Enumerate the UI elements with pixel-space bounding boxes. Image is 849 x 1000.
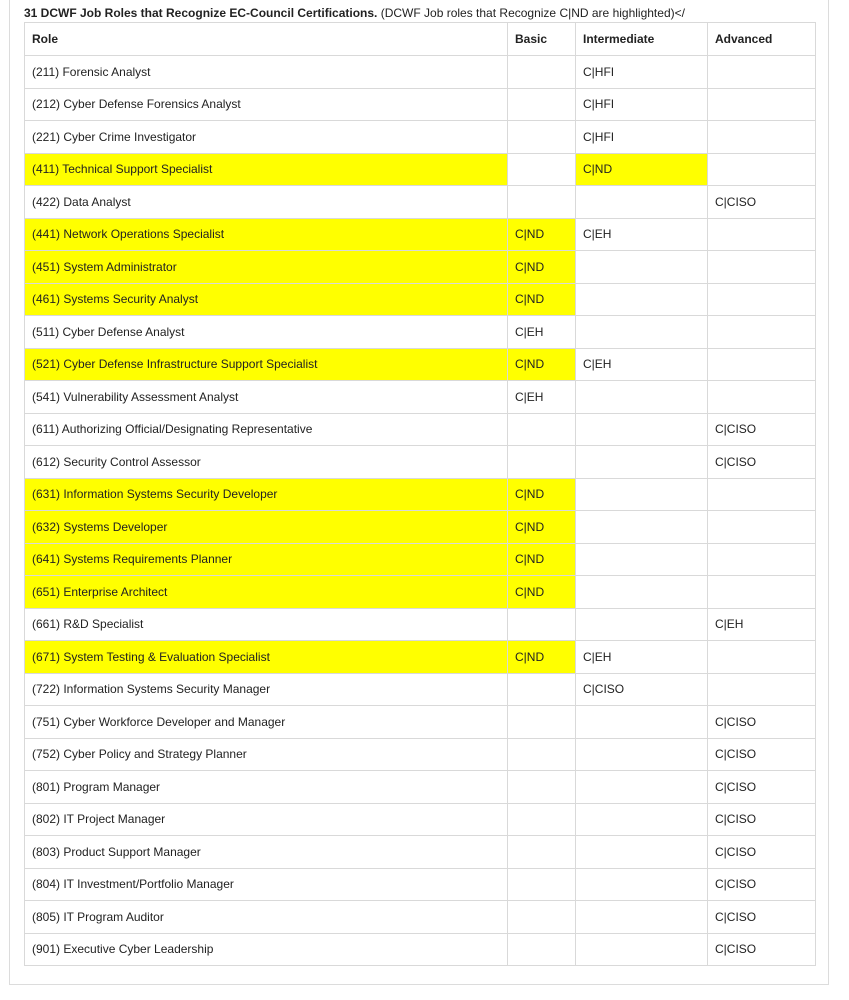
cell-intermediate [576, 803, 708, 836]
cell-advanced: C|CISO [708, 836, 816, 869]
cell-basic: C|ND [508, 348, 576, 381]
header-basic: Basic [508, 23, 576, 56]
cell-advanced [708, 121, 816, 154]
header-role: Role [25, 23, 508, 56]
cell-basic [508, 608, 576, 641]
cell-intermediate [576, 738, 708, 771]
cell-intermediate: C|HFI [576, 88, 708, 121]
cell-intermediate [576, 511, 708, 544]
table-row [25, 543, 816, 576]
cell-role: (752) Cyber Policy and Strategy Planner [25, 738, 508, 771]
cell-advanced: C|CISO [708, 413, 816, 446]
cell-intermediate [576, 413, 708, 446]
cell-role: (641) Systems Requirements Planner [25, 543, 508, 576]
cell-basic [508, 901, 576, 934]
cell-advanced [708, 381, 816, 414]
cell-basic: C|ND [508, 511, 576, 544]
table-caption [24, 5, 685, 21]
cell-advanced [708, 153, 816, 186]
cell-basic [508, 186, 576, 219]
cell-intermediate: C|EH [576, 348, 708, 381]
cell-intermediate [576, 283, 708, 316]
cell-advanced [708, 673, 816, 706]
cell-intermediate [576, 251, 708, 284]
table-row [25, 56, 816, 89]
cell-basic [508, 153, 576, 186]
cell-advanced [708, 641, 816, 674]
table-row [25, 576, 816, 609]
cell-role: (631) Information Systems Security Developer [25, 478, 508, 511]
cell-basic [508, 738, 576, 771]
cell-intermediate [576, 836, 708, 869]
cell-role: (221) Cyber Crime Investigator [25, 121, 508, 154]
cell-role: (212) Cyber Defense Forensics Analyst [25, 88, 508, 121]
job-roles-table [24, 22, 816, 966]
cell-basic [508, 933, 576, 966]
table-row [25, 641, 816, 674]
cell-role: (511) Cyber Defense Analyst [25, 316, 508, 349]
header-intermediate: Intermediate [576, 23, 708, 56]
table-row [25, 836, 816, 869]
cell-basic: C|EH [508, 381, 576, 414]
table-row [25, 608, 816, 641]
cell-advanced [708, 218, 816, 251]
table-row [25, 283, 816, 316]
caption-note: (DCWF Job roles that Recognize C|ND are highlighted)</ [377, 6, 685, 20]
table-row [25, 413, 816, 446]
cell-basic [508, 771, 576, 804]
cell-basic [508, 868, 576, 901]
cell-role: (632) Systems Developer [25, 511, 508, 544]
cell-basic [508, 88, 576, 121]
cell-basic [508, 673, 576, 706]
cell-advanced [708, 348, 816, 381]
cell-role: (611) Authorizing Official/Designating Representative [25, 413, 508, 446]
cell-intermediate: C|EH [576, 218, 708, 251]
cell-advanced: C|CISO [708, 868, 816, 901]
cell-role: (211) Forensic Analyst [25, 56, 508, 89]
table-row [25, 446, 816, 479]
cell-intermediate [576, 446, 708, 479]
cell-advanced [708, 511, 816, 544]
cell-role: (461) Systems Security Analyst [25, 283, 508, 316]
table-body [25, 56, 816, 966]
table-row [25, 901, 816, 934]
table-row [25, 933, 816, 966]
cell-basic: C|ND [508, 641, 576, 674]
cell-intermediate: C|HFI [576, 121, 708, 154]
cell-basic [508, 836, 576, 869]
cell-advanced [708, 543, 816, 576]
cell-advanced [708, 251, 816, 284]
cell-advanced [708, 56, 816, 89]
cell-role: (722) Information Systems Security Manager [25, 673, 508, 706]
cell-advanced [708, 88, 816, 121]
table-row [25, 868, 816, 901]
table-row [25, 511, 816, 544]
cell-advanced: C|CISO [708, 803, 816, 836]
cell-advanced: C|CISO [708, 901, 816, 934]
cell-basic: C|ND [508, 543, 576, 576]
table-row [25, 316, 816, 349]
cell-basic [508, 121, 576, 154]
cell-advanced [708, 478, 816, 511]
caption-bold: 31 DCWF Job Roles that Recognize EC-Council Certifications. [24, 6, 378, 20]
cell-basic [508, 413, 576, 446]
cell-intermediate [576, 543, 708, 576]
cell-intermediate [576, 316, 708, 349]
cell-intermediate [576, 901, 708, 934]
cell-role: (521) Cyber Defense Infrastructure Support Specialist [25, 348, 508, 381]
cell-role: (801) Program Manager [25, 771, 508, 804]
cell-basic: C|ND [508, 251, 576, 284]
cell-advanced [708, 576, 816, 609]
table-row [25, 121, 816, 154]
cell-role: (803) Product Support Manager [25, 836, 508, 869]
cell-intermediate [576, 381, 708, 414]
cell-basic: C|ND [508, 283, 576, 316]
header-advanced: Advanced [708, 23, 816, 56]
cell-role: (661) R&D Specialist [25, 608, 508, 641]
table-row [25, 251, 816, 284]
cell-role: (805) IT Program Auditor [25, 901, 508, 934]
cell-role: (901) Executive Cyber Leadership [25, 933, 508, 966]
cell-basic [508, 446, 576, 479]
cell-intermediate: C|EH [576, 641, 708, 674]
cell-basic [508, 706, 576, 739]
cell-advanced: C|CISO [708, 771, 816, 804]
table-row [25, 218, 816, 251]
table-row [25, 88, 816, 121]
table-row [25, 738, 816, 771]
cell-role: (671) System Testing & Evaluation Specialist [25, 641, 508, 674]
cell-intermediate [576, 771, 708, 804]
cell-intermediate: C|ND [576, 153, 708, 186]
cell-intermediate [576, 933, 708, 966]
cell-intermediate [576, 868, 708, 901]
cell-role: (651) Enterprise Architect [25, 576, 508, 609]
cell-basic: C|ND [508, 478, 576, 511]
table-row [25, 153, 816, 186]
cell-intermediate [576, 186, 708, 219]
cell-role: (612) Security Control Assessor [25, 446, 508, 479]
table-row [25, 706, 816, 739]
cell-basic [508, 803, 576, 836]
cell-advanced: C|CISO [708, 738, 816, 771]
cell-intermediate: C|HFI [576, 56, 708, 89]
cell-role: (541) Vulnerability Assessment Analyst [25, 381, 508, 414]
cell-intermediate [576, 706, 708, 739]
cell-advanced: C|EH [708, 608, 816, 641]
cell-role: (441) Network Operations Specialist [25, 218, 508, 251]
table-header-row [25, 23, 816, 56]
table-row [25, 381, 816, 414]
cell-basic: C|ND [508, 576, 576, 609]
table-row [25, 478, 816, 511]
cell-basic: C|EH [508, 316, 576, 349]
table-row [25, 673, 816, 706]
cell-role: (411) Technical Support Specialist [25, 153, 508, 186]
cell-advanced: C|CISO [708, 933, 816, 966]
cell-advanced [708, 283, 816, 316]
cell-role: (422) Data Analyst [25, 186, 508, 219]
cell-role: (451) System Administrator [25, 251, 508, 284]
cell-intermediate [576, 478, 708, 511]
table-row [25, 348, 816, 381]
table-row [25, 771, 816, 804]
cell-advanced [708, 316, 816, 349]
cell-basic: C|ND [508, 218, 576, 251]
cell-intermediate [576, 608, 708, 641]
cell-basic [508, 56, 576, 89]
cell-role: (802) IT Project Manager [25, 803, 508, 836]
table-row [25, 803, 816, 836]
cell-advanced: C|CISO [708, 446, 816, 479]
cell-advanced: C|CISO [708, 186, 816, 219]
table-row [25, 186, 816, 219]
cell-intermediate [576, 576, 708, 609]
cell-role: (751) Cyber Workforce Developer and Manager [25, 706, 508, 739]
cell-advanced: C|CISO [708, 706, 816, 739]
cell-intermediate: C|CISO [576, 673, 708, 706]
cell-role: (804) IT Investment/Portfolio Manager [25, 868, 508, 901]
